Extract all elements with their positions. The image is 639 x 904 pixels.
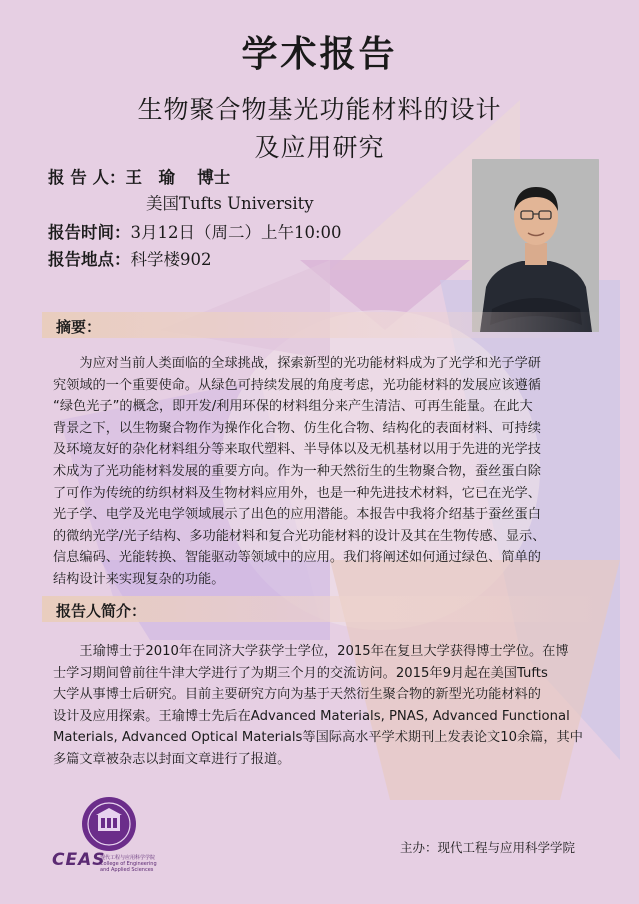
time-row	[48, 219, 342, 243]
reporter-affiliation: 美国Tufts University	[146, 194, 314, 213]
bio-line: 设计及应用探索。王瑜博士先后在Advanced Materials, PNAS, Advanced Functional	[53, 708, 570, 724]
affiliation-row	[146, 190, 314, 214]
reporter-name: 王 瑜 博士	[125, 168, 231, 187]
bio-line: 多篇文章被杂志以封面文章进行了报道。	[53, 751, 291, 767]
reporter-label: 报 告 人：	[48, 168, 126, 187]
bio-paragraph	[53, 641, 594, 771]
logo-caption-en1: College of Engineering	[100, 861, 157, 867]
logo-caption-cn: 现代工程与应用科学学院	[100, 855, 156, 861]
college-seal-icon	[74, 795, 144, 853]
bio-line: Materials, Advanced Optical Materials等国际高水平学术期刊上发表论文10余篇，其中	[53, 730, 583, 746]
abstract-line: 结构设计来实现复杂的功能。	[53, 571, 225, 587]
abstract-line: 术成为了光功能材料发展的重要方向。作为一种天然衍生的生物聚合物，蚕丝蛋白除	[53, 463, 541, 479]
bio-heading: 报告人简介：	[56, 602, 147, 620]
abstract-heading: 摘要：	[56, 318, 102, 336]
abstract-paragraph	[53, 353, 594, 591]
logo-caption-en2: and Applied Sciences	[100, 867, 154, 873]
place-value: 科学楼902	[130, 250, 212, 269]
logo-caption	[100, 855, 170, 873]
place-label: 报告地点：	[48, 250, 131, 269]
bio-line: 王瑜博士于2010年在同济大学获学士学位，2015年在复旦大学获得博士学位。在博	[79, 644, 569, 659]
ceas-logo	[52, 795, 172, 879]
abstract-line: 的微纳光学/光子结构、多功能材料和复合光功能材料的设计及其在生物传感、显示、	[53, 528, 546, 544]
speaker-photo	[472, 159, 599, 332]
abstract-line: 光子学、电学及光电学领域展示了出色的应用潜能。本报告中我将介绍基于蚕丝蛋白	[53, 507, 541, 523]
bio-line: 士学习期间曾前往牛津大学进行了为期三个月的交流访问。2015年9月起在美国Tufts	[53, 665, 548, 681]
abstract-line: 了可作为传统的纺织材料及生物材料应用外，也是一种先进技术材料，它已在光学、	[53, 485, 541, 501]
host-organizer: 主办：现代工程与应用科学学院	[400, 840, 576, 855]
time-value: 3月12日（周二）上午10:00	[130, 223, 342, 242]
logo-acronym: CEAS	[52, 850, 106, 870]
talk-title-line2: 及应用研究	[254, 133, 385, 162]
abstract-heading-band	[42, 312, 602, 338]
talk-title-line1: 生物聚合物基光功能材料的设计	[137, 95, 502, 124]
abstract-line: 为应对当前人类面临的全球挑战，探索新型的光功能材料成为了光学和光子学研	[79, 356, 541, 371]
abstract-line: 究领域的一个重要使命。从绿色可持续发展的角度考虑，光功能材料的发展应该遵循	[53, 377, 541, 393]
bio-heading-band	[42, 596, 602, 622]
time-label: 报告时间：	[48, 223, 131, 242]
bio-line: 大学从事博士后研究。目前主要研究方向为基于天然衍生聚合物的新型光功能材料的	[53, 687, 541, 703]
place-row	[48, 246, 212, 270]
abstract-line: 信息编码、光能转换、智能驱动等领域中的应用。我们将阐述如何通过绿色、简单的	[53, 550, 541, 566]
abstract-line: “绿色光子”的概念，即开发/利用环保的材料组分来产生清洁、可再生能量。在此大	[53, 399, 533, 415]
page-title: 学术报告	[241, 34, 398, 75]
abstract-line: 背景之下，以生物聚合物作为操作化合物、仿生化合物、结构化的表面材料、可持续	[53, 420, 541, 436]
reporter-row	[48, 164, 230, 188]
abstract-line: 及环境友好的杂化材料组分等来取代塑料、半导体以及无机基材以用于先进的光学技	[53, 442, 541, 458]
